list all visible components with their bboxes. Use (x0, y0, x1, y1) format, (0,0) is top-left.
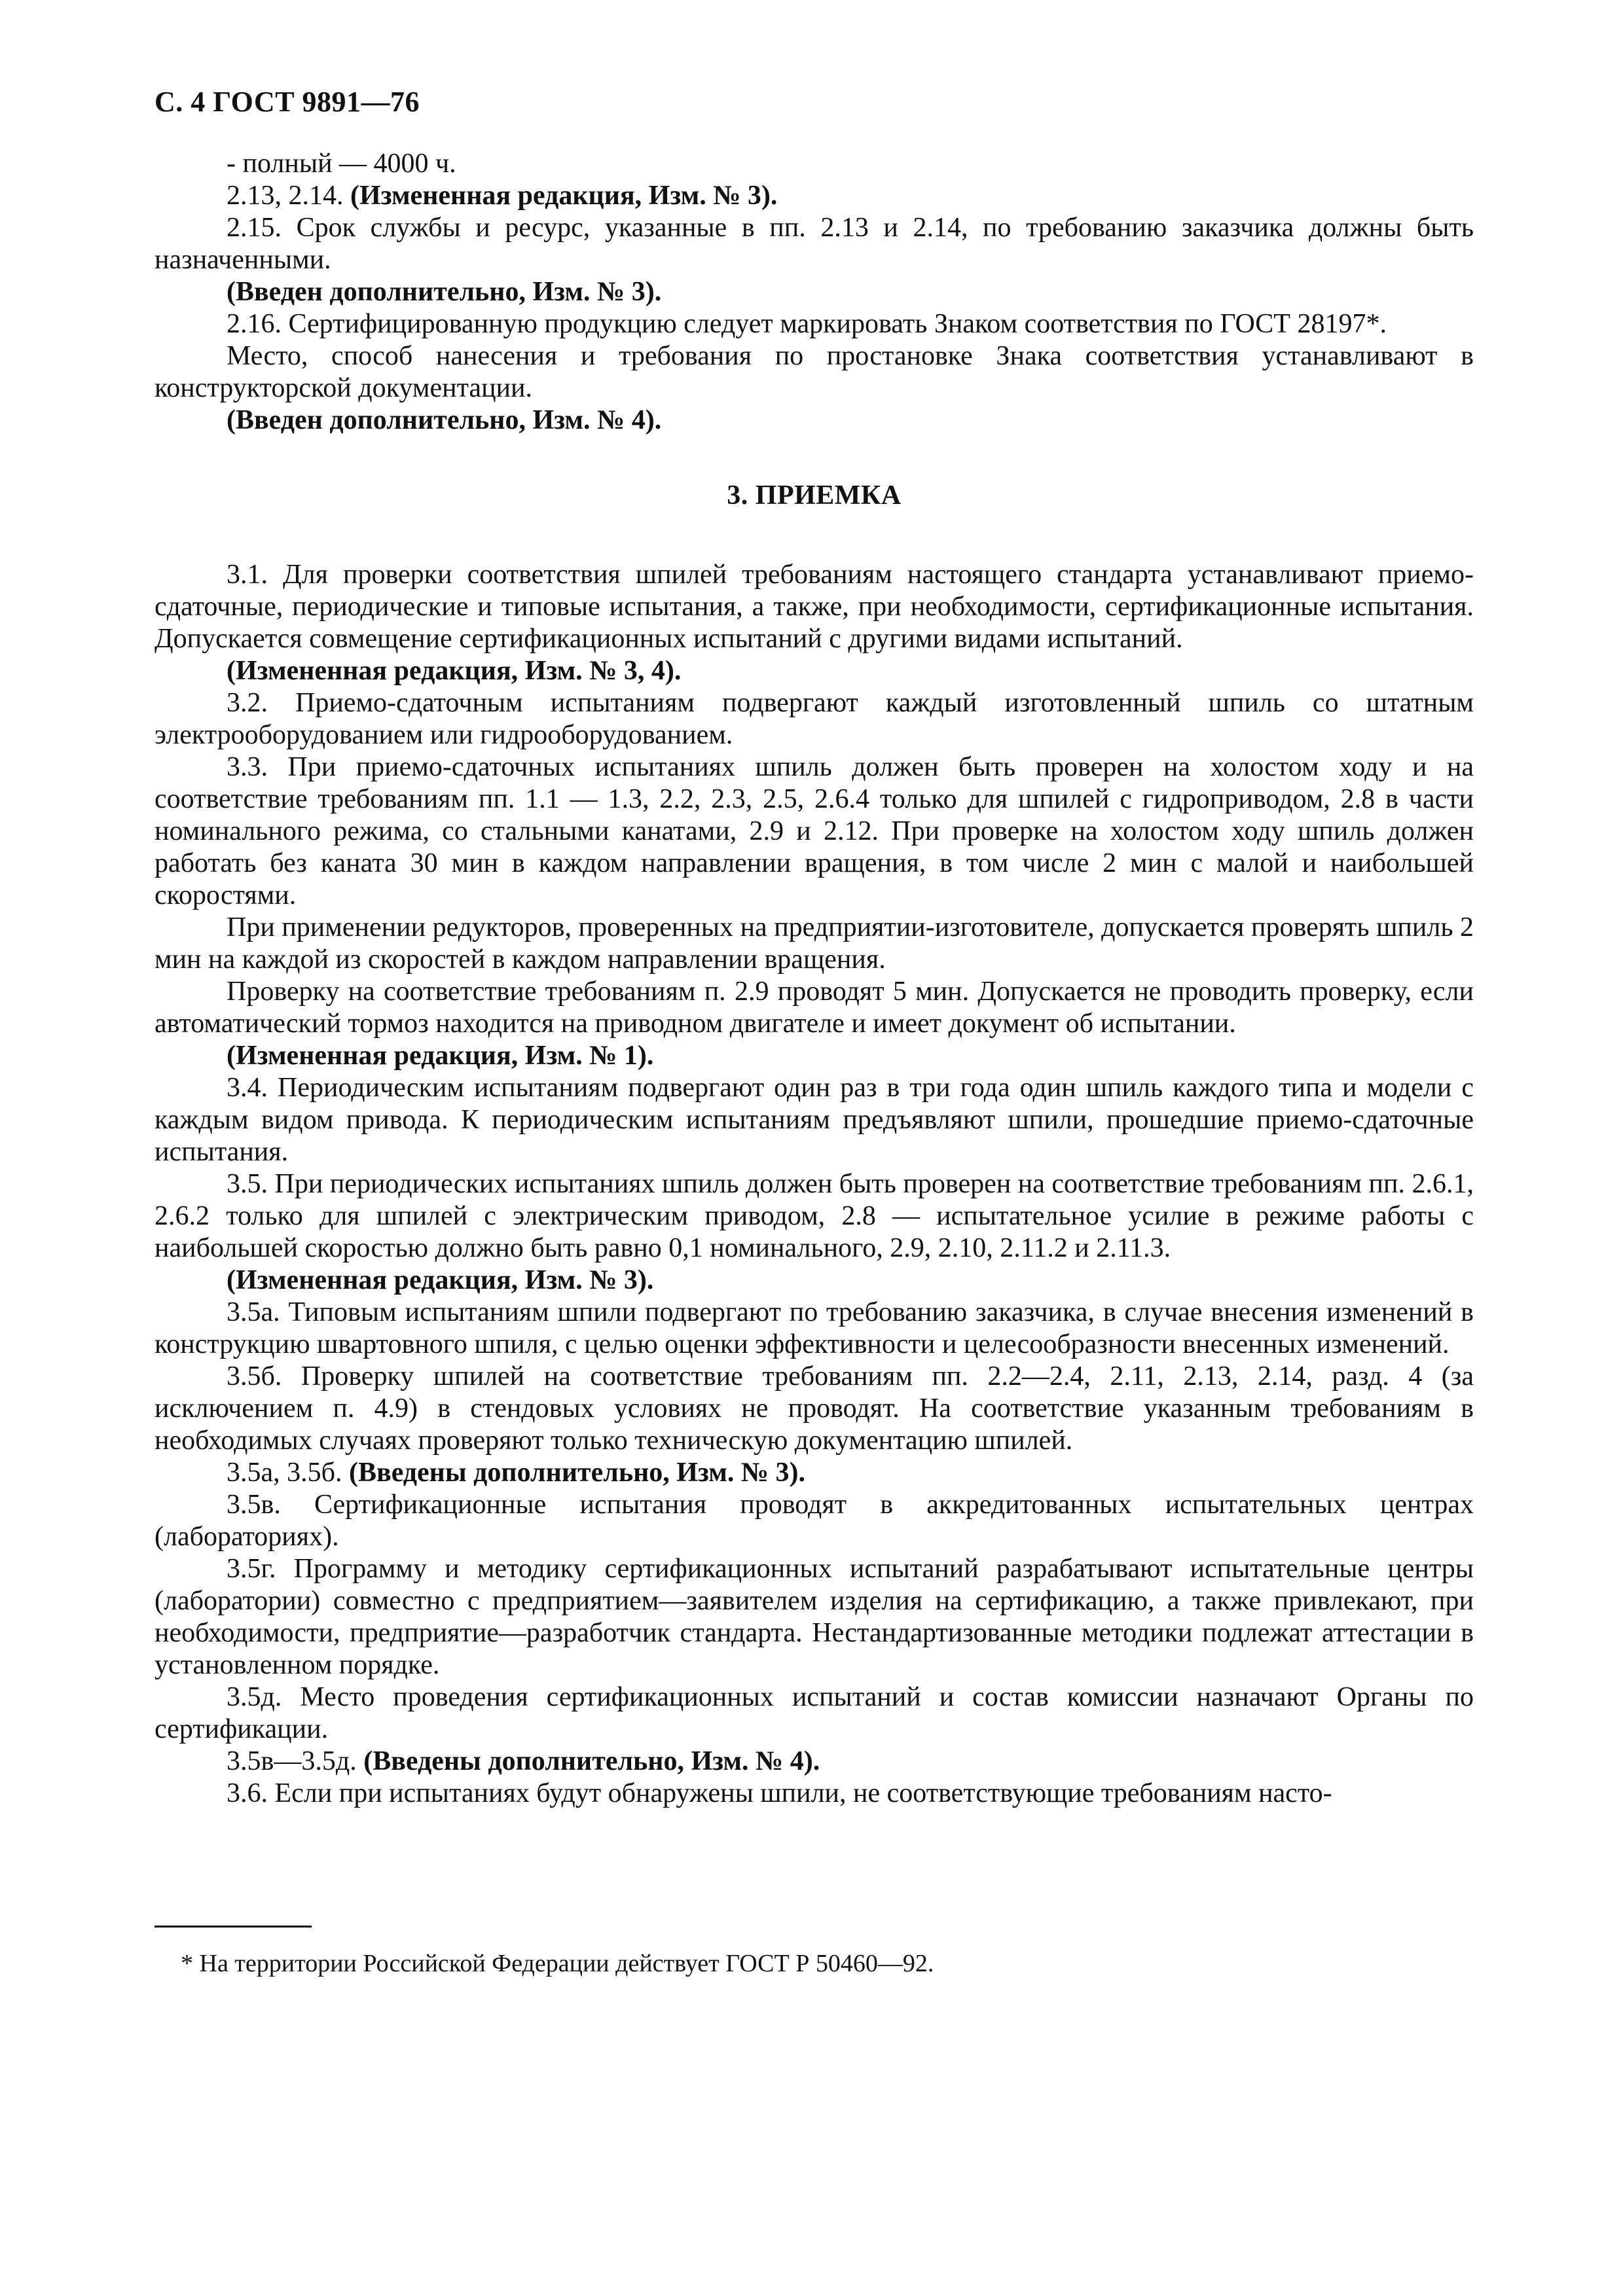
paragraph: - полный — 4000 ч. (227, 149, 456, 179)
paragraph: 3.3. При приемо-сдаточных испытаниях шпиль должен быть проверен на холостом ходу и на соответствие требованиям пп. 1.1 — 1.3, 2.2, 2.3, 2.5, 2.6.4 только для шпилей с гидроприводом, 2.8 в части номинального режима, со стальными канатами, 2.9 и 2.12. При проверке на холостом ходу шпиль должен работать без каната 30 мин в каждом направлении вращения, в том числе 2 мин с малой и наибольшей скоростями. (155, 752, 1474, 910)
amendment-note: (Измененная редакция, Изм. № 3, 4). (227, 656, 682, 686)
paragraph: 3.6. Если при испытаниях будут обнаружены шпили, не соответствующие требованиям насто- (227, 1778, 1332, 1808)
amendment-note: (Измененная редакция, Изм. № 3). (350, 181, 778, 211)
clause-number: 2.13, 2.14. (227, 181, 344, 211)
paragraph: Место, способ нанесения и требования по простановке Знака соответствия устанавливают в конструкторской документации. (155, 341, 1474, 403)
paragraph: Проверку на соответствие требованиям п. 2.9 проводят 5 мин. Допускается не проводить проверку, если автоматический тормоз находится на приводном двигателе и имеет документ об испытании. (155, 977, 1474, 1039)
paragraph: 3.5. При периодических испытаниях шпиль должен быть проверен на соответствие требованиям пп. 2.6.1, 2.6.2 только для шпилей с электрическим приводом, 2.8 — испытательное усилие в режиме работы с наибольшей скоростью должно быть равно 0,1 номинального, 2.9, 2.10, 2.11.2 и 2.11.3. (155, 1169, 1474, 1263)
paragraph: 3.2. Приемо-сдаточным испытаниям подвергают каждый изготовленный шпиль со штатным электрооборудованием или гидрооборудованием. (155, 688, 1474, 750)
amendment-note: (Измененная редакция, Изм. № 3). (227, 1265, 654, 1295)
footnote: * На территории Российской Федерации действует ГОСТ Р 50460—92. (181, 1950, 934, 1977)
amendment-note: (Введены дополнительно, Изм. № 3). (349, 1458, 806, 1488)
amendment-line (155, 1746, 1474, 1778)
paragraph: 2.15. Срок службы и ресурс, указанные в пп. 2.13 и 2.14, по требованию заказчика должны быть назначенными. (155, 213, 1474, 275)
paragraph: 3.1. Для проверки соответствия шпилей требованиям настоящего стандарта устанавливают приемо-сдаточные, периодические и типовые испытания, а также, при необходимости, сертификационные испытания. Допускается совмещение сертификационных испытаний с другими видами испытаний. (155, 560, 1474, 654)
amendment-note: (Введен дополнительно, Изм. № 4). (227, 405, 662, 435)
paragraph: 3.5в. Сертификационные испытания проводят в аккредитованных испытательных центрах (лабораториях). (155, 1490, 1474, 1552)
amendment-line (155, 1457, 1474, 1489)
section-title: 3. ПРИЕМКА (727, 480, 902, 511)
amendment-note: (Введен дополнительно, Изм. № 3). (227, 277, 662, 307)
paragraph: 3.5г. Программу и методику сертификационных испытаний разрабатывают испытательные центры (лаборатории) совместно с предприятием—заявителем изделия на сертификацию, а также привлекают, при необходимости, предприятие—разработчик стандарта. Нестандартизованные методики подлежат аттестации в установленном порядке. (155, 1554, 1474, 1680)
clause-number: 3.5в—3.5д. (227, 1746, 357, 1776)
page-header: С. 4 ГОСТ 9891—76 (155, 86, 420, 118)
clause-number: 3.5а, 3.5б. (227, 1458, 342, 1488)
footnote-divider (155, 1926, 312, 1928)
amendment-note: (Введены дополнительно, Изм. № 4). (363, 1746, 820, 1776)
paragraph: 3.5а. Типовым испытаниям шпили подвергают по требованию заказчика, в случае внесения изменений в конструкцию швартовного шпиля, с целью оценки эффективности и целесообразности внесенных изменений. (155, 1297, 1474, 1359)
paragraph: 2.16. Сертифицированную продукцию следует маркировать Знаком соответствия по ГОСТ 28197*. (227, 309, 1387, 339)
document-body (155, 148, 1474, 1810)
paragraph: 3.5б. Проверку шпилей на соответствие требованиям пп. 2.2—2.4, 2.11, 2.13, 2.14, разд. 4 (за исключением п. 4.9) в стендовых условиях не проводят. На соответствие указанным требованиям в необходимых случаях проверяют только техническую документацию шпилей. (155, 1361, 1474, 1456)
amendment-line (155, 180, 1474, 212)
amendment-note: (Измененная редакция, Изм. № 1). (227, 1041, 654, 1071)
paragraph: При применении редукторов, проверенных на предприятии-изготовителе, допускается проверять шпиль 2 мин на каждой из скоростей в каждом направлении вращения. (155, 912, 1474, 975)
paragraph: 3.4. Периодическим испытаниям подвергают один раз в три года один шпиль каждого типа и модели с каждым видом привода. К периодическим испытаниям предъявляют шпили, прошедшие приемо-сдаточные испытания. (155, 1073, 1474, 1167)
paragraph: 3.5д. Место проведения сертификационных испытаний и состав комиссии назначают Органы по сертификации. (155, 1682, 1474, 1744)
